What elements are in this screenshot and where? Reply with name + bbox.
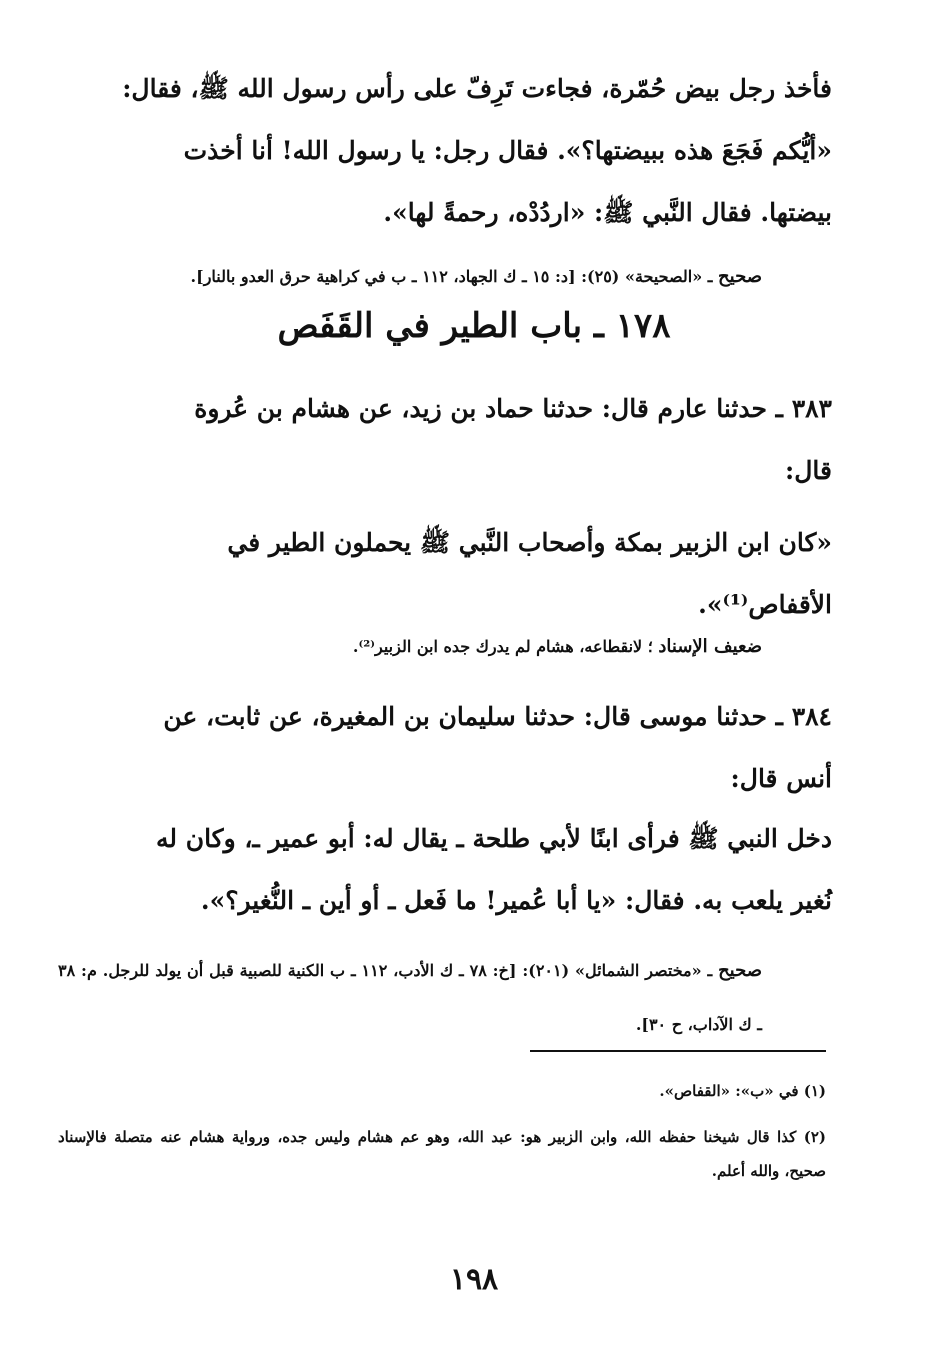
text-line: الأقفاص⁽¹⁾». (698, 590, 832, 619)
text-line: نُغير يلعب به. فقال: «يا أبا عُمير! ما فَعل ـ أو أين ـ النُّغير؟». (200, 886, 832, 915)
hadith-384-chain (58, 686, 832, 810)
grading-label: صحيح (718, 960, 763, 981)
grading-label: ضعيف الإسناد (658, 636, 762, 657)
footnote-2: (٢) كذا قال شيخنا حفظه الله، وابن الزبير هو: عبد الله، وهو عم هشام وليس جده، ورواية هشام عنه متصلة فالإسناد صحيح، والله أعلم. (58, 1128, 826, 1180)
text-line: ٣٨٣ ـ حدثنا عارم قال: حدثنا حماد بن زيد، عن هشام بن عُروة (194, 394, 832, 423)
text-line: دخل النبي ﷺ فرأى ابنًا لأبي طلحة ـ يقال له: أبو عمير ـ، وكان له (155, 824, 832, 853)
hadith-383-chain (58, 378, 832, 502)
hadith-383-text (58, 512, 832, 636)
text-line: قال: (785, 456, 832, 485)
text-line: أنس قال: (730, 764, 832, 793)
grading-label: صحيح (718, 266, 762, 287)
grading-text: ـ «الصحيحة» (٢٥): [د: ١٥ ـ ك الجهاد، ١١٢ ـ ب في كراهية حرق العدو بالنار]. (190, 267, 713, 286)
text-line: «أيُّكم فَجَعَ هذه ببيضتها؟». فقال رجل: يا رسول الله! أنا أخذت (183, 136, 832, 165)
grading-reference (70, 262, 762, 292)
hadith-384-text (58, 808, 832, 932)
chapter-heading: ١٧٨ ـ باب الطير في القَفَص (277, 306, 671, 346)
text-line: ٣٨٤ ـ حدثنا موسى قال: حدثنا سليمان بن المغيرة، عن ثابت، عن (163, 702, 832, 731)
text-line: «كان ابن الزبير بمكة وأصحاب النَّبي ﷺ يحملون الطير في (227, 528, 832, 557)
page-number: ١٩٨ (449, 1262, 499, 1297)
hadith-continuation (58, 58, 832, 244)
grading-reference (58, 944, 762, 1052)
footnote-1: (١) في «ب»: «القفاص». (659, 1082, 826, 1100)
footnote-divider (530, 1050, 826, 1052)
text-line: فأخذ رجل بيض حُمّرة، فجاءت تَرِفّ على رأس رسول الله ﷺ، فقال: (122, 74, 832, 103)
text-line: بيضتها. فقال النَّبي ﷺ: «اردُدْه، رحمةً لها». (383, 198, 832, 227)
grading-reference (200, 632, 762, 662)
grading-text: ـ «مختصر الشمائل» (٢٠١): [خ: ٧٨ ـ ك الأدب، ١١٢ ـ ب الكنية للصبية قبل أن يولد للرجل. م: ٣٨ ـ ك الآداب، ح ٣٠]. (58, 961, 762, 1034)
grading-text: ؛ لانقطاعه، هشام لم يدرك جده ابن الزبير⁽²⁾. (352, 637, 653, 656)
